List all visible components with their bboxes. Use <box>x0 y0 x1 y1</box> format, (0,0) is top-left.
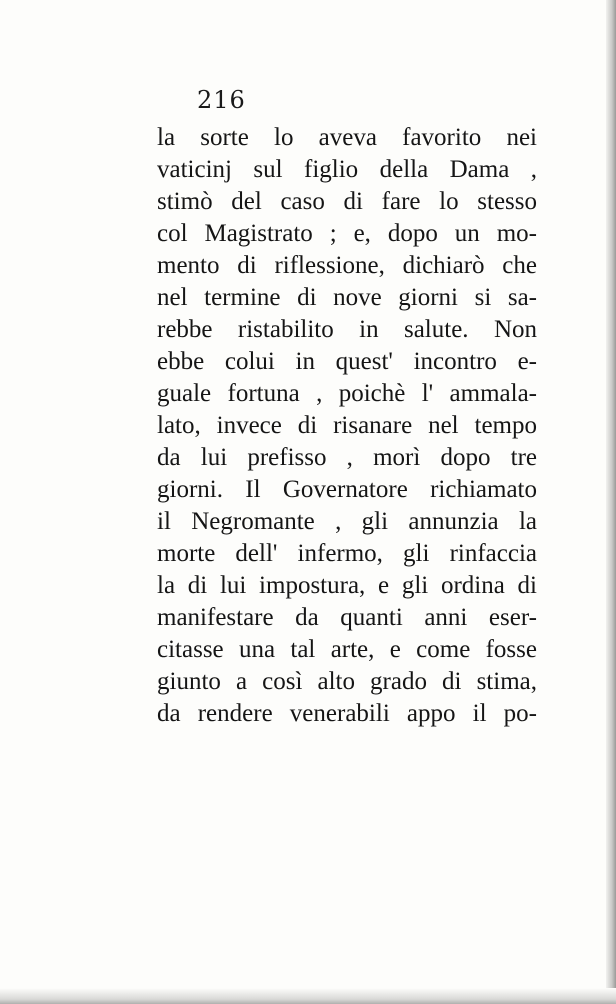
text-line: da rendere venerabili appo il po- <box>157 700 537 727</box>
body-text <box>157 122 537 730</box>
text-line: ebbe colui in quest' incontro e- <box>157 348 537 375</box>
text-line: la sorte lo aveva favorito nei <box>157 124 537 151</box>
text-line: morte dell' infermo, gli rinfaccia <box>157 540 537 567</box>
text-line: giorni. Il Governatore richiamato <box>157 476 537 503</box>
text-line: il Negromante , gli annunzia la <box>157 508 537 535</box>
text-line: guale fortuna , poichè l' ammala- <box>157 380 537 407</box>
text-line: nel termine di nove giorni si sa- <box>157 284 537 311</box>
text-line: da lui prefisso , morì dopo tre <box>157 444 537 471</box>
text-line: citasse una tal arte, e come fosse <box>157 636 537 663</box>
text-line: rebbe ristabilito in salute. Non <box>157 316 537 343</box>
text-line: manifestare da quanti anni eser- <box>157 604 537 631</box>
text-line: col Magistrato ; e, dopo un mo- <box>157 220 537 247</box>
text-line: vaticinj sul figlio della Dama , <box>157 156 537 183</box>
page-edge-bottom <box>0 988 616 1004</box>
text-line: la di lui impostura, e gli ordina di <box>157 572 537 599</box>
text-line: mento di riflessione, dichiarò che <box>157 252 537 279</box>
text-line: stimò del caso di fare lo stesso <box>157 188 537 215</box>
text-line: giunto a così alto grado di stima, <box>157 668 537 695</box>
page-number: 216 <box>197 86 246 114</box>
text-line: lato, invece di risanare nel tempo <box>157 412 537 439</box>
page-edge-right <box>606 0 616 1004</box>
